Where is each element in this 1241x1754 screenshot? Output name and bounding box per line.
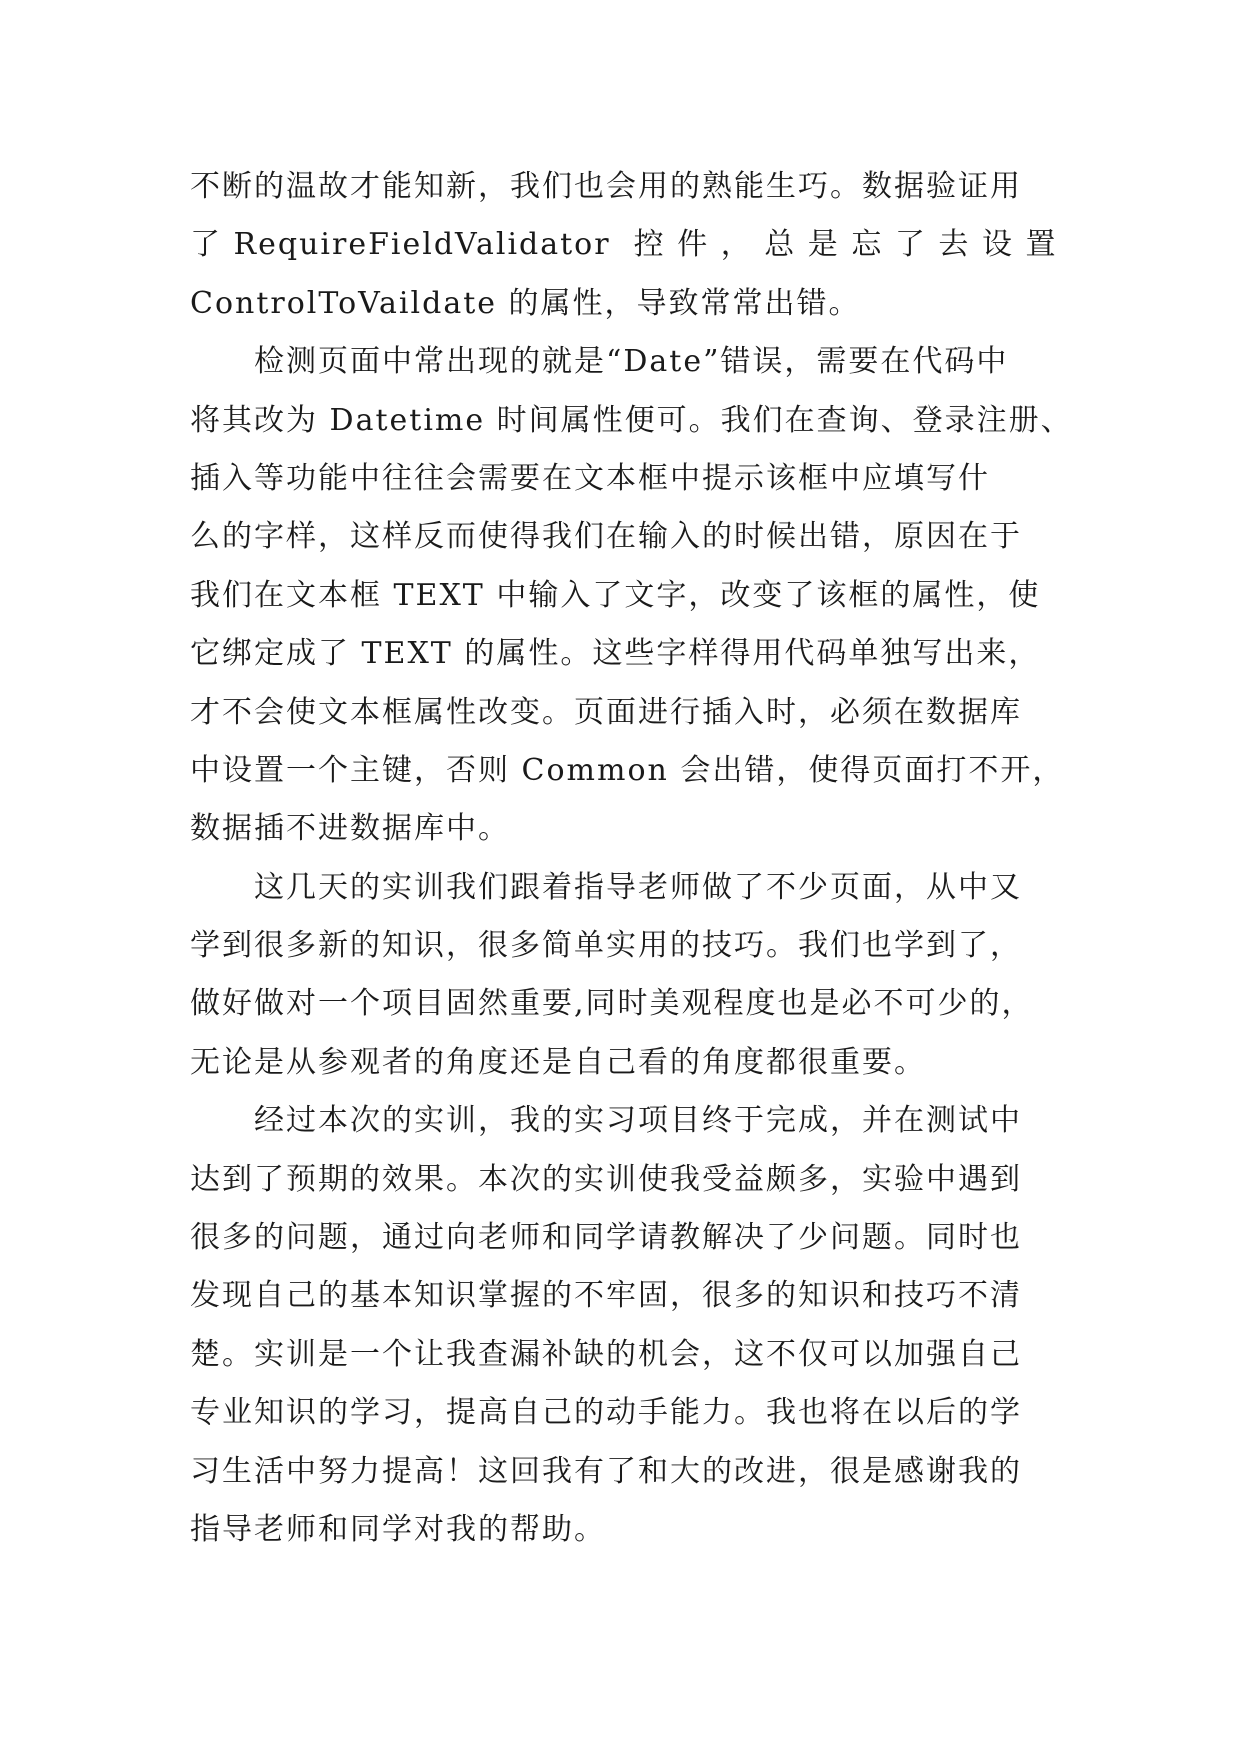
text-line: 很多的问题，通过向老师和同学请教解决了少问题。同时也 bbox=[190, 1220, 1022, 1256]
body-text bbox=[190, 158, 1073, 1559]
text-line: 插入等功能中往往会需要在文本框中提示该框中应填写什 bbox=[190, 460, 990, 496]
text-line: 不断的温故才能知新，我们也会用的熟能生巧。数据验证用 bbox=[190, 169, 1022, 204]
text-line: 做好做对一个项目固然重要,同时美观程度也是必不可少的， bbox=[190, 986, 1034, 1022]
text-line: 习生活中努力提高！这回我有了和大的改进，很是感谢我的 bbox=[190, 1453, 1022, 1489]
text-line: 达到了预期的效果。本次的实训使我受益颇多，实验中遇到 bbox=[190, 1161, 1022, 1197]
text-line: 才不会使文本框属性改变。页面进行插入时，必须在数据库 bbox=[190, 694, 1022, 730]
paragraph-first-line: 检测页面中常出现的就是“Date”错误，需要在代码中 bbox=[254, 344, 1009, 380]
paragraph-first-line: 经过本次的实训，我的实习项目终于完成，并在测试中 bbox=[254, 1103, 1022, 1139]
text-line: 发现自己的基本知识掌握的不牢固，很多的知识和技巧不清 bbox=[190, 1278, 1022, 1314]
text-line: ControlToVaildate 的属性，导致常常出错。 bbox=[190, 285, 861, 321]
text-line: 么的字样，这样反而使得我们在输入的时候出错，原因在于 bbox=[190, 519, 1022, 555]
text-line: 数据插不进数据库中。 bbox=[190, 811, 510, 847]
text-line: 学到很多新的知识，很多简单实用的技巧。我们也学到了， bbox=[190, 928, 1022, 964]
text-line: 无论是从参观者的角度还是自己看的角度都很重要。 bbox=[190, 1044, 926, 1080]
text-line: 将其改为 Datetime 时间属性便可。我们在查询、登录注册、 bbox=[190, 402, 1073, 438]
text-line: 专业知识的学习，提高自己的动手能力。我也将在以后的学 bbox=[190, 1395, 1022, 1431]
paragraph-first-line: 这几天的实训我们跟着指导老师做了不少页面，从中又 bbox=[254, 869, 1022, 905]
text-line: 我们在文本框 TEXT 中输入了文字，改变了该框的属性，使 bbox=[190, 577, 1041, 613]
text-line: 中设置一个主键，否则 Common 会出错，使得页面打不开， bbox=[190, 752, 1065, 788]
text-line: 指导老师和同学对我的帮助。 bbox=[190, 1511, 606, 1547]
text-line: 楚。实训是一个让我查漏补缺的机会，这不仅可以加强自己 bbox=[190, 1336, 1022, 1372]
text-line: 它绑定成了 TEXT 的属性。这些字样得用代码单独写出来， bbox=[190, 636, 1041, 672]
text-line: 了 RequireFieldValidator 控 件 ， 总 是 忘 了 去 设 置 bbox=[190, 227, 1058, 263]
